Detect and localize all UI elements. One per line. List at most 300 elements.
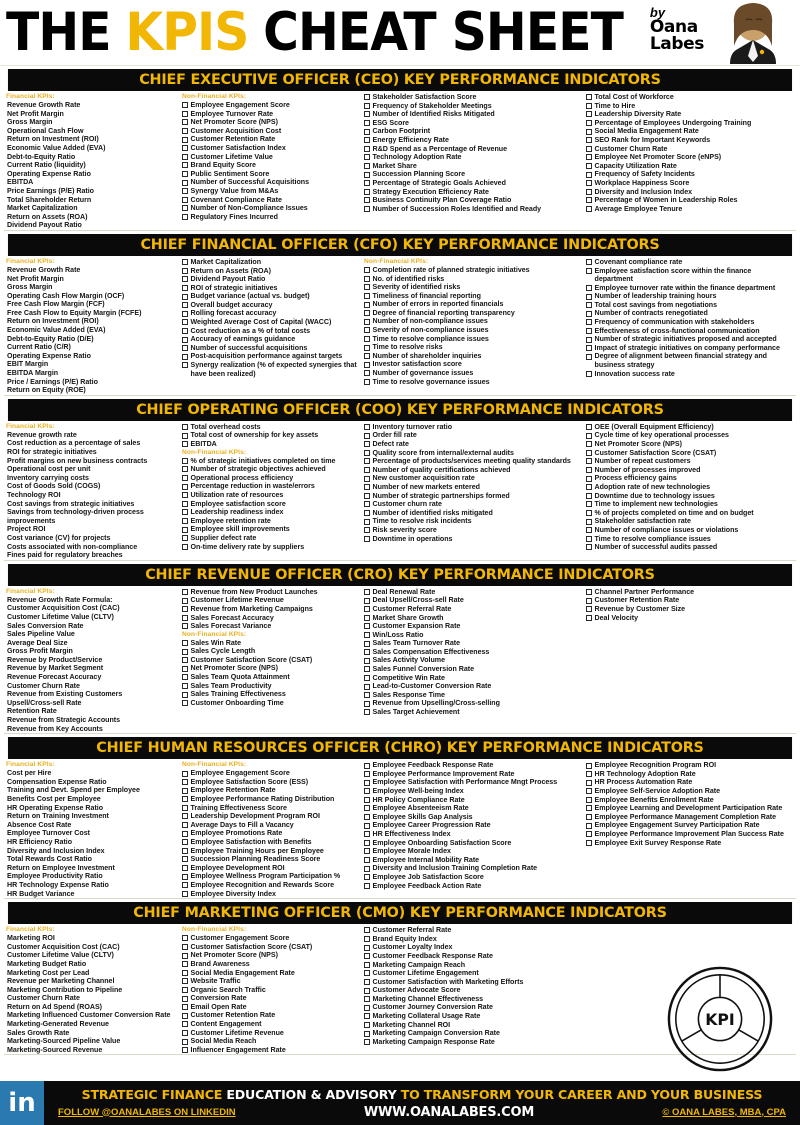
kpi-item[interactable]	[364, 978, 580, 987]
checkbox-icon[interactable]	[182, 953, 188, 959]
checkbox-icon[interactable]	[182, 458, 188, 464]
kpi-item[interactable]	[586, 474, 786, 483]
kpi-item[interactable]	[182, 847, 358, 856]
checkbox-icon[interactable]	[182, 294, 188, 300]
checkbox-icon[interactable]	[364, 476, 370, 482]
checkbox-icon[interactable]	[364, 484, 370, 490]
kpi-item[interactable]	[586, 196, 786, 205]
checkbox-icon[interactable]	[364, 788, 370, 794]
checkbox-icon[interactable]	[586, 527, 592, 533]
checkbox-icon[interactable]	[182, 319, 188, 325]
checkbox-icon[interactable]	[586, 319, 592, 325]
checkbox-icon[interactable]	[586, 294, 592, 300]
checkbox-icon[interactable]	[586, 510, 592, 516]
kpi-item[interactable]	[182, 352, 358, 361]
checkbox-icon[interactable]	[364, 458, 370, 464]
kpi-item[interactable]	[364, 266, 580, 275]
checkbox-icon[interactable]	[586, 805, 592, 811]
checkbox-icon[interactable]	[586, 519, 592, 525]
kpi-item[interactable]	[586, 179, 786, 188]
checkbox-icon[interactable]	[586, 328, 592, 334]
kpi-item[interactable]	[364, 283, 580, 292]
checkbox-icon[interactable]	[586, 536, 592, 542]
kpi-item[interactable]	[182, 838, 358, 847]
checkbox-icon[interactable]	[182, 484, 188, 490]
checkbox-icon[interactable]	[586, 371, 592, 377]
kpi-item[interactable]	[182, 178, 358, 187]
kpi-item[interactable]	[364, 926, 580, 935]
checkbox-icon[interactable]	[586, 163, 592, 169]
kpi-item[interactable]	[364, 517, 580, 526]
kpi-item[interactable]	[364, 882, 580, 891]
checkbox-icon[interactable]	[182, 978, 188, 984]
kpi-item[interactable]	[586, 605, 786, 614]
kpi-item[interactable]	[364, 170, 580, 179]
kpi-item[interactable]	[586, 483, 786, 492]
checkbox-icon[interactable]	[182, 535, 188, 541]
kpi-item[interactable]	[182, 465, 358, 474]
checkbox-icon[interactable]	[182, 657, 188, 663]
checkbox-icon[interactable]	[586, 120, 592, 126]
checkbox-icon[interactable]	[364, 501, 370, 507]
checkbox-icon[interactable]	[364, 172, 370, 178]
checkbox-icon[interactable]	[364, 996, 370, 1002]
checkbox-icon[interactable]	[586, 311, 592, 317]
checkbox-icon[interactable]	[586, 788, 592, 794]
kpi-item[interactable]	[182, 969, 358, 978]
kpi-item[interactable]	[364, 119, 580, 128]
checkbox-icon[interactable]	[364, 94, 370, 100]
checkbox-icon[interactable]	[182, 882, 188, 888]
kpi-item[interactable]	[586, 162, 786, 171]
kpi-item[interactable]	[182, 482, 358, 491]
checkbox-icon[interactable]	[182, 692, 188, 698]
checkbox-icon[interactable]	[182, 337, 188, 343]
checkbox-icon[interactable]	[182, 674, 188, 680]
checkbox-icon[interactable]	[586, 189, 592, 195]
checkbox-icon[interactable]	[364, 1005, 370, 1011]
checkbox-icon[interactable]	[182, 865, 188, 871]
kpi-item[interactable]	[364, 605, 580, 614]
kpi-item[interactable]	[364, 614, 580, 623]
checkbox-icon[interactable]	[364, 189, 370, 195]
kpi-item[interactable]	[364, 300, 580, 309]
checkbox-icon[interactable]	[364, 701, 370, 707]
checkbox-icon[interactable]	[182, 839, 188, 845]
kpi-item[interactable]	[586, 500, 786, 509]
checkbox-icon[interactable]	[364, 874, 370, 880]
kpi-item[interactable]	[182, 951, 358, 960]
checkbox-icon[interactable]	[364, 519, 370, 525]
kpi-item[interactable]	[586, 614, 786, 623]
kpi-item[interactable]	[182, 690, 358, 699]
checkbox-icon[interactable]	[182, 362, 188, 368]
checkbox-icon[interactable]	[586, 354, 592, 360]
checkbox-icon[interactable]	[364, 641, 370, 647]
kpi-item[interactable]	[364, 93, 580, 102]
kpi-item[interactable]	[586, 284, 786, 293]
checkbox-icon[interactable]	[586, 476, 592, 482]
checkbox-icon[interactable]	[586, 493, 592, 499]
kpi-item[interactable]	[364, 708, 580, 717]
kpi-item[interactable]	[364, 674, 580, 683]
checkbox-icon[interactable]	[364, 606, 370, 612]
kpi-item[interactable]	[586, 457, 786, 466]
checkbox-icon[interactable]	[364, 709, 370, 715]
checkbox-icon[interactable]	[182, 848, 188, 854]
checkbox-icon[interactable]	[182, 424, 188, 430]
checkbox-icon[interactable]	[364, 805, 370, 811]
checkbox-icon[interactable]	[586, 780, 592, 786]
checkbox-icon[interactable]	[182, 119, 188, 125]
kpi-item[interactable]	[364, 656, 580, 665]
kpi-item[interactable]	[364, 839, 580, 848]
kpi-item[interactable]	[586, 821, 786, 830]
checkbox-icon[interactable]	[586, 285, 592, 291]
kpi-item[interactable]	[586, 830, 786, 839]
kpi-item[interactable]	[182, 1046, 358, 1055]
kpi-item[interactable]	[586, 526, 786, 535]
checkbox-icon[interactable]	[586, 598, 592, 604]
kpi-item[interactable]	[364, 145, 580, 154]
kpi-item[interactable]	[182, 335, 358, 344]
kpi-item[interactable]	[182, 474, 358, 483]
checkbox-icon[interactable]	[364, 814, 370, 820]
checkbox-icon[interactable]	[182, 1004, 188, 1010]
checkbox-icon[interactable]	[182, 831, 188, 837]
checkbox-icon[interactable]	[586, 814, 592, 820]
checkbox-icon[interactable]	[182, 544, 188, 550]
checkbox-icon[interactable]	[364, 103, 370, 109]
checkbox-icon[interactable]	[182, 961, 188, 967]
kpi-item[interactable]	[586, 93, 786, 102]
kpi-item[interactable]	[182, 101, 358, 110]
checkbox-icon[interactable]	[182, 700, 188, 706]
checkbox-icon[interactable]	[586, 103, 592, 109]
checkbox-icon[interactable]	[182, 649, 188, 655]
kpi-item[interactable]	[586, 423, 786, 432]
kpi-item[interactable]	[364, 153, 580, 162]
checkbox-icon[interactable]	[586, 840, 592, 846]
checkbox-icon[interactable]	[182, 683, 188, 689]
kpi-item[interactable]	[586, 292, 786, 301]
kpi-item[interactable]	[182, 110, 358, 119]
kpi-item[interactable]	[586, 440, 786, 449]
checkbox-icon[interactable]	[364, 666, 370, 672]
checkbox-icon[interactable]	[364, 302, 370, 308]
checkbox-icon[interactable]	[364, 962, 370, 968]
kpi-item[interactable]	[364, 431, 580, 440]
kpi-item[interactable]	[586, 492, 786, 501]
kpi-item[interactable]	[182, 1037, 358, 1046]
kpi-item[interactable]	[586, 596, 786, 605]
checkbox-icon[interactable]	[182, 111, 188, 117]
checkbox-icon[interactable]	[364, 536, 370, 542]
kpi-item[interactable]	[182, 204, 358, 213]
kpi-item[interactable]	[586, 327, 786, 336]
checkbox-icon[interactable]	[182, 856, 188, 862]
kpi-item[interactable]	[364, 483, 580, 492]
kpi-item[interactable]	[182, 534, 358, 543]
checkbox-icon[interactable]	[364, 527, 370, 533]
checkbox-icon[interactable]	[182, 805, 188, 811]
checkbox-icon[interactable]	[364, 615, 370, 621]
kpi-item[interactable]	[182, 423, 358, 432]
checkbox-icon[interactable]	[364, 267, 370, 273]
checkbox-icon[interactable]	[364, 763, 370, 769]
kpi-item[interactable]	[182, 614, 358, 623]
kpi-item[interactable]	[364, 1029, 580, 1038]
kpi-item[interactable]	[182, 622, 358, 631]
kpi-item[interactable]	[364, 873, 580, 882]
checkbox-icon[interactable]	[182, 328, 188, 334]
kpi-item[interactable]	[182, 170, 358, 179]
kpi-item[interactable]	[586, 318, 786, 327]
kpi-item[interactable]	[364, 110, 580, 119]
kpi-item[interactable]	[182, 881, 358, 890]
checkbox-icon[interactable]	[364, 979, 370, 985]
kpi-item[interactable]	[182, 196, 358, 205]
checkbox-icon[interactable]	[586, 180, 592, 186]
kpi-item[interactable]	[364, 335, 580, 344]
checkbox-icon[interactable]	[182, 171, 188, 177]
kpi-item[interactable]	[182, 605, 358, 614]
kpi-item[interactable]	[182, 500, 358, 509]
kpi-item[interactable]	[364, 770, 580, 779]
kpi-item[interactable]	[586, 153, 786, 162]
kpi-item[interactable]	[364, 179, 580, 188]
kpi-item[interactable]	[182, 960, 358, 969]
kpi-item[interactable]	[182, 682, 358, 691]
kpi-item[interactable]	[586, 309, 786, 318]
kpi-item[interactable]	[182, 327, 358, 336]
kpi-item[interactable]	[586, 517, 786, 526]
kpi-item[interactable]	[182, 440, 358, 449]
kpi-item[interactable]	[182, 934, 358, 943]
kpi-item[interactable]	[364, 796, 580, 805]
kpi-item[interactable]	[586, 110, 786, 119]
checkbox-icon[interactable]	[364, 927, 370, 933]
kpi-item[interactable]	[364, 127, 580, 136]
kpi-item[interactable]	[182, 267, 358, 276]
checkbox-icon[interactable]	[182, 822, 188, 828]
kpi-item[interactable]	[586, 127, 786, 136]
kpi-item[interactable]	[364, 526, 580, 535]
kpi-item[interactable]	[364, 474, 580, 483]
kpi-item[interactable]	[364, 639, 580, 648]
kpi-item[interactable]	[586, 205, 786, 214]
checkbox-icon[interactable]	[586, 763, 592, 769]
checkbox-icon[interactable]	[586, 345, 592, 351]
kpi-item[interactable]	[182, 118, 358, 127]
checkbox-icon[interactable]	[182, 987, 188, 993]
kpi-item[interactable]	[182, 213, 358, 222]
kpi-item[interactable]	[182, 1029, 358, 1038]
kpi-item[interactable]	[364, 864, 580, 873]
checkbox-icon[interactable]	[586, 94, 592, 100]
checkbox-icon[interactable]	[364, 684, 370, 690]
checkbox-icon[interactable]	[182, 441, 188, 447]
kpi-item[interactable]	[364, 369, 580, 378]
kpi-item[interactable]	[586, 787, 786, 796]
kpi-item[interactable]	[182, 301, 358, 310]
kpi-item[interactable]	[364, 509, 580, 518]
checkbox-icon[interactable]	[364, 598, 370, 604]
checkbox-icon[interactable]	[182, 779, 188, 785]
kpi-item[interactable]	[364, 622, 580, 631]
kpi-item[interactable]	[364, 821, 580, 830]
checkbox-icon[interactable]	[364, 692, 370, 698]
checkbox-icon[interactable]	[364, 988, 370, 994]
checkbox-icon[interactable]	[364, 336, 370, 342]
kpi-item[interactable]	[364, 699, 580, 708]
checkbox-icon[interactable]	[182, 527, 188, 533]
kpi-item[interactable]	[182, 431, 358, 440]
kpi-item[interactable]	[364, 596, 580, 605]
checkbox-icon[interactable]	[586, 831, 592, 837]
kpi-item[interactable]	[182, 673, 358, 682]
checkbox-icon[interactable]	[586, 172, 592, 178]
checkbox-icon[interactable]	[182, 268, 188, 274]
kpi-item[interactable]	[586, 778, 786, 787]
kpi-item[interactable]	[364, 813, 580, 822]
checkbox-icon[interactable]	[364, 883, 370, 889]
checkbox-icon[interactable]	[364, 780, 370, 786]
kpi-item[interactable]	[364, 162, 580, 171]
checkbox-icon[interactable]	[586, 771, 592, 777]
kpi-item[interactable]	[364, 1038, 580, 1047]
checkbox-icon[interactable]	[182, 606, 188, 612]
checkbox-icon[interactable]	[364, 111, 370, 117]
kpi-item[interactable]	[182, 361, 358, 378]
kpi-item[interactable]	[586, 301, 786, 310]
kpi-item[interactable]	[182, 491, 358, 500]
checkbox-icon[interactable]	[182, 509, 188, 515]
checkbox-icon[interactable]	[182, 214, 188, 220]
kpi-item[interactable]	[586, 258, 786, 267]
kpi-item[interactable]	[586, 352, 786, 369]
kpi-item[interactable]	[364, 588, 580, 597]
checkbox-icon[interactable]	[182, 276, 188, 282]
checkbox-icon[interactable]	[364, 658, 370, 664]
kpi-item[interactable]	[586, 804, 786, 813]
kpi-item[interactable]	[182, 699, 358, 708]
kpi-item[interactable]	[364, 317, 580, 326]
checkbox-icon[interactable]	[182, 970, 188, 976]
kpi-item[interactable]	[586, 335, 786, 344]
checkbox-icon[interactable]	[182, 1021, 188, 1027]
kpi-item[interactable]	[364, 995, 580, 1004]
kpi-item[interactable]	[586, 813, 786, 822]
kpi-item[interactable]	[182, 127, 358, 136]
website-link[interactable]: WWW.OANALABES.COM	[363, 1104, 535, 1120]
kpi-item[interactable]	[182, 517, 358, 526]
kpi-item[interactable]	[586, 102, 786, 111]
kpi-item[interactable]	[182, 829, 358, 838]
kpi-item[interactable]	[586, 370, 786, 379]
kpi-item[interactable]	[364, 952, 580, 961]
checkbox-icon[interactable]	[586, 501, 592, 507]
checkbox-icon[interactable]	[364, 1022, 370, 1028]
checkbox-icon[interactable]	[364, 146, 370, 152]
kpi-item[interactable]	[182, 344, 358, 353]
checkbox-icon[interactable]	[182, 154, 188, 160]
checkbox-icon[interactable]	[364, 840, 370, 846]
checkbox-icon[interactable]	[182, 475, 188, 481]
kpi-item[interactable]	[364, 856, 580, 865]
checkbox-icon[interactable]	[364, 129, 370, 135]
kpi-item[interactable]	[364, 423, 580, 432]
checkbox-icon[interactable]	[364, 379, 370, 385]
checkbox-icon[interactable]	[182, 180, 188, 186]
linkedin-icon[interactable]: in	[0, 1081, 44, 1125]
kpi-item[interactable]	[364, 761, 580, 770]
checkbox-icon[interactable]	[586, 259, 592, 265]
checkbox-icon[interactable]	[364, 797, 370, 803]
kpi-item[interactable]	[586, 145, 786, 154]
checkbox-icon[interactable]	[182, 666, 188, 672]
checkbox-icon[interactable]	[586, 823, 592, 829]
checkbox-icon[interactable]	[182, 466, 188, 472]
checkbox-icon[interactable]	[364, 137, 370, 143]
kpi-item[interactable]	[182, 144, 358, 153]
kpi-item[interactable]	[182, 890, 358, 899]
checkbox-icon[interactable]	[586, 433, 592, 439]
checkbox-icon[interactable]	[364, 771, 370, 777]
checkbox-icon[interactable]	[182, 598, 188, 604]
kpi-item[interactable]	[182, 943, 358, 952]
checkbox-icon[interactable]	[586, 268, 592, 274]
checkbox-icon[interactable]	[364, 1013, 370, 1019]
kpi-item[interactable]	[364, 440, 580, 449]
checkbox-icon[interactable]	[182, 640, 188, 646]
kpi-item[interactable]	[182, 795, 358, 804]
kpi-item[interactable]	[364, 309, 580, 318]
kpi-item[interactable]	[364, 352, 580, 361]
checkbox-icon[interactable]	[364, 345, 370, 351]
checkbox-icon[interactable]	[182, 1013, 188, 1019]
checkbox-icon[interactable]	[364, 675, 370, 681]
checkbox-icon[interactable]	[586, 206, 592, 212]
checkbox-icon[interactable]	[364, 180, 370, 186]
checkbox-icon[interactable]	[182, 188, 188, 194]
checkbox-icon[interactable]	[364, 163, 370, 169]
checkbox-icon[interactable]	[182, 996, 188, 1002]
kpi-item[interactable]	[182, 309, 358, 318]
checkbox-icon[interactable]	[182, 259, 188, 265]
checkbox-icon[interactable]	[586, 146, 592, 152]
checkbox-icon[interactable]	[364, 1031, 370, 1037]
checkbox-icon[interactable]	[182, 492, 188, 498]
kpi-item[interactable]	[182, 543, 358, 552]
kpi-item[interactable]	[364, 778, 580, 787]
checkbox-icon[interactable]	[586, 424, 592, 430]
checkbox-icon[interactable]	[364, 293, 370, 299]
kpi-item[interactable]	[364, 535, 580, 544]
kpi-item[interactable]	[182, 525, 358, 534]
checkbox-icon[interactable]	[586, 797, 592, 803]
checkbox-icon[interactable]	[586, 589, 592, 595]
checkbox-icon[interactable]	[182, 788, 188, 794]
kpi-item[interactable]	[182, 318, 358, 327]
kpi-item[interactable]	[364, 449, 580, 458]
kpi-item[interactable]	[182, 872, 358, 881]
kpi-item[interactable]	[364, 804, 580, 813]
checkbox-icon[interactable]	[586, 615, 592, 621]
checkbox-icon[interactable]	[364, 970, 370, 976]
checkbox-icon[interactable]	[364, 848, 370, 854]
checkbox-icon[interactable]	[364, 206, 370, 212]
